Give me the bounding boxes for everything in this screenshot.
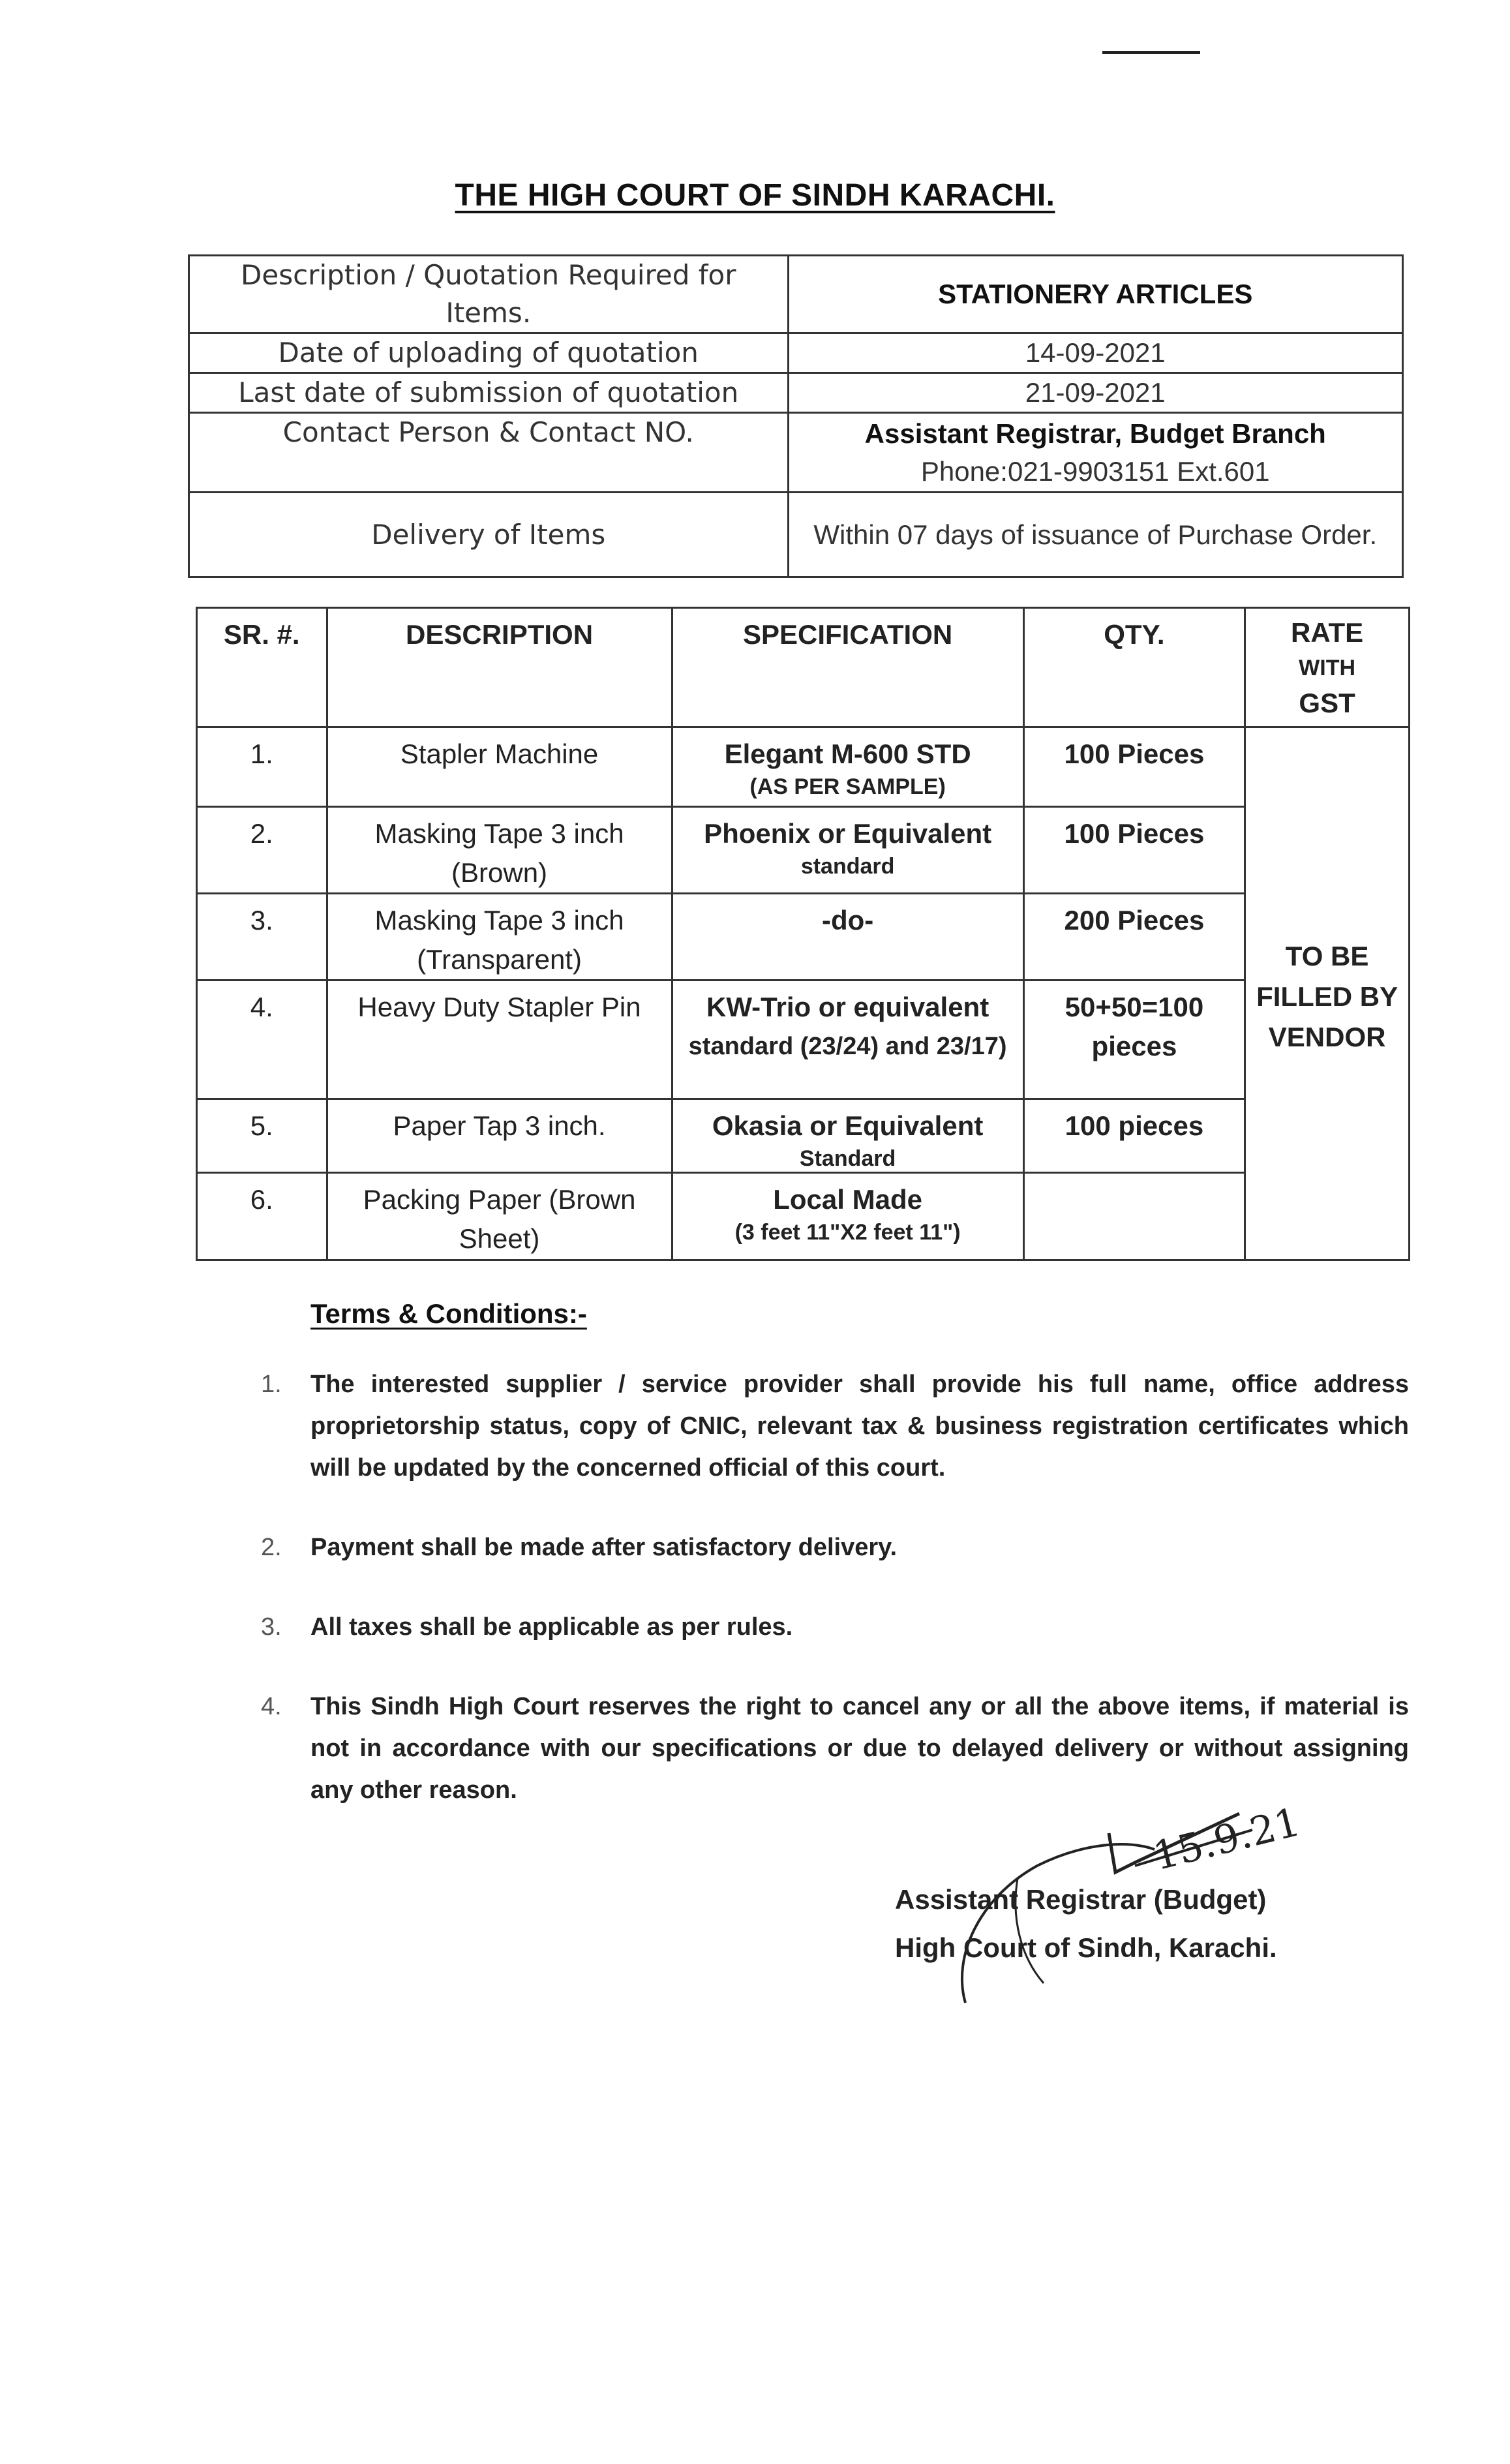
header-description: DESCRIPTION <box>327 608 672 727</box>
row-specification <box>672 807 1023 894</box>
term-number: 1. <box>261 1371 282 1398</box>
spec-sub: standard (23/24) and 23/17) <box>688 1033 1007 1060</box>
spec-sub: (3 feet 11"X2 feet 11") <box>734 1220 961 1245</box>
items-header-row <box>197 608 1410 727</box>
info-value <box>788 413 1403 493</box>
info-value: STATIONERY ARTICLES <box>788 256 1403 333</box>
row-sr: 6. <box>197 1173 327 1260</box>
row-qty: 100 pieces <box>1023 1099 1245 1173</box>
row-qty: 100 Pieces <box>1023 727 1245 807</box>
spec-main: Phoenix or Equivalent <box>704 818 992 849</box>
signatory-title: Assistant Registrar (Budget) <box>895 1884 1267 1915</box>
term-text: Payment shall be made after satisfactory delivery. <box>310 1534 898 1561</box>
table-row <box>197 981 1410 1099</box>
header-sr: SR. #. <box>197 608 327 727</box>
header-specification: SPECIFICATION <box>672 608 1023 727</box>
row-sr: 3. <box>197 894 327 981</box>
term-number: 2. <box>261 1534 282 1561</box>
info-value: Within 07 days of issuance of Purchase Order. <box>788 493 1403 577</box>
row-description: Packing Paper (Brown Sheet) <box>327 1173 672 1260</box>
top-mark-line <box>1102 51 1200 54</box>
info-value: 21-09-2021 <box>788 373 1403 413</box>
row-sr: 1. <box>197 727 327 807</box>
term-number: 3. <box>261 1613 282 1641</box>
row-specification <box>672 1173 1023 1260</box>
row-sr: 5. <box>197 1099 327 1173</box>
info-label: Last date of submission of quotation <box>189 373 789 413</box>
page-title: THE HIGH COURT OF SINDH KARACHI. <box>455 178 1055 213</box>
spec-main: Local Made <box>773 1184 922 1215</box>
contact-person: Assistant Registrar, Budget Branch <box>864 418 1326 449</box>
term-text: All taxes shall be applicable as per rules. <box>310 1613 793 1641</box>
spec-main: Elegant M-600 STD <box>724 738 971 769</box>
row-description: Masking Tape 3 inch (Transparent) <box>327 894 672 981</box>
info-label: Delivery of Items <box>189 493 789 577</box>
header-rate-line1: RATE <box>1290 617 1364 648</box>
handwritten-date: 15.9.21 <box>1149 1799 1305 1880</box>
info-label: Contact Person & Contact NO. <box>189 413 789 493</box>
info-row <box>189 413 1403 493</box>
row-qty: 200 Pieces <box>1023 894 1245 981</box>
terms-list <box>261 1363 1409 1849</box>
row-description: Paper Tap 3 inch. <box>327 1099 672 1173</box>
signatory-office: High Court of Sindh, Karachi. <box>895 1932 1277 1963</box>
contact-phone: Phone:021-9903151 Ext.601 <box>920 455 1270 487</box>
spec-sub: standard <box>800 854 895 879</box>
spec-sub: Standard <box>799 1146 896 1171</box>
table-row <box>197 727 1410 807</box>
handwritten-signature <box>939 1787 1331 2048</box>
row-sr: 2. <box>197 807 327 894</box>
header-qty: QTY. <box>1023 608 1245 727</box>
table-row <box>197 807 1410 894</box>
row-description: Heavy Duty Stapler Pin <box>327 981 672 1099</box>
header-rate-line3: GST <box>1299 688 1355 718</box>
spec-main: -do- <box>821 905 874 935</box>
table-row <box>197 894 1410 981</box>
row-specification <box>672 1099 1023 1173</box>
row-description: Masking Tape 3 inch (Brown) <box>327 807 672 894</box>
row-specification <box>672 981 1023 1099</box>
quotation-info-table <box>188 254 1404 578</box>
info-row <box>189 256 1403 333</box>
table-row <box>197 1173 1410 1260</box>
row-qty: 100 Pieces <box>1023 807 1245 894</box>
term-text: This Sindh High Court reserves the right to cancel any or all the above items, if material is not in accordance with our specifications or due to delayed delivery or without assigning any other reason. <box>310 1693 1409 1804</box>
info-row <box>189 333 1403 373</box>
term-item <box>261 1363 1409 1489</box>
row-description: Stapler Machine <box>327 727 672 807</box>
row-sr: 4. <box>197 981 327 1099</box>
info-row <box>189 493 1403 577</box>
term-number: 4. <box>261 1693 282 1720</box>
info-row <box>189 373 1403 413</box>
row-qty: 50+50=100 pieces <box>1023 981 1245 1099</box>
term-item <box>261 1527 1409 1568</box>
spec-main: KW-Trio or equivalent <box>706 992 989 1022</box>
items-table <box>196 607 1410 1261</box>
info-value: 14-09-2021 <box>788 333 1403 373</box>
header-rate <box>1245 608 1410 727</box>
table-row <box>197 1099 1410 1173</box>
term-item <box>261 1606 1409 1648</box>
info-label: Date of uploading of quotation <box>189 333 789 373</box>
row-specification <box>672 727 1023 807</box>
spec-sub: (AS PER SAMPLE) <box>749 774 946 799</box>
terms-heading: Terms & Conditions:- <box>310 1298 587 1329</box>
term-text: The interested supplier / service provider shall provide his full name, office address proprietorship status, copy of CNIC, relevant tax & business registration certificates which will be updated by the concerned official of this court. <box>310 1371 1409 1482</box>
rate-to-be-filled: TO BE FILLED BY VENDOR <box>1245 727 1410 1260</box>
row-specification <box>672 894 1023 981</box>
row-qty <box>1023 1173 1245 1260</box>
header-rate-line2: WITH <box>1299 656 1356 680</box>
spec-main: Okasia or Equivalent <box>712 1110 984 1141</box>
info-label: Description / Quotation Required for Items. <box>189 256 789 333</box>
